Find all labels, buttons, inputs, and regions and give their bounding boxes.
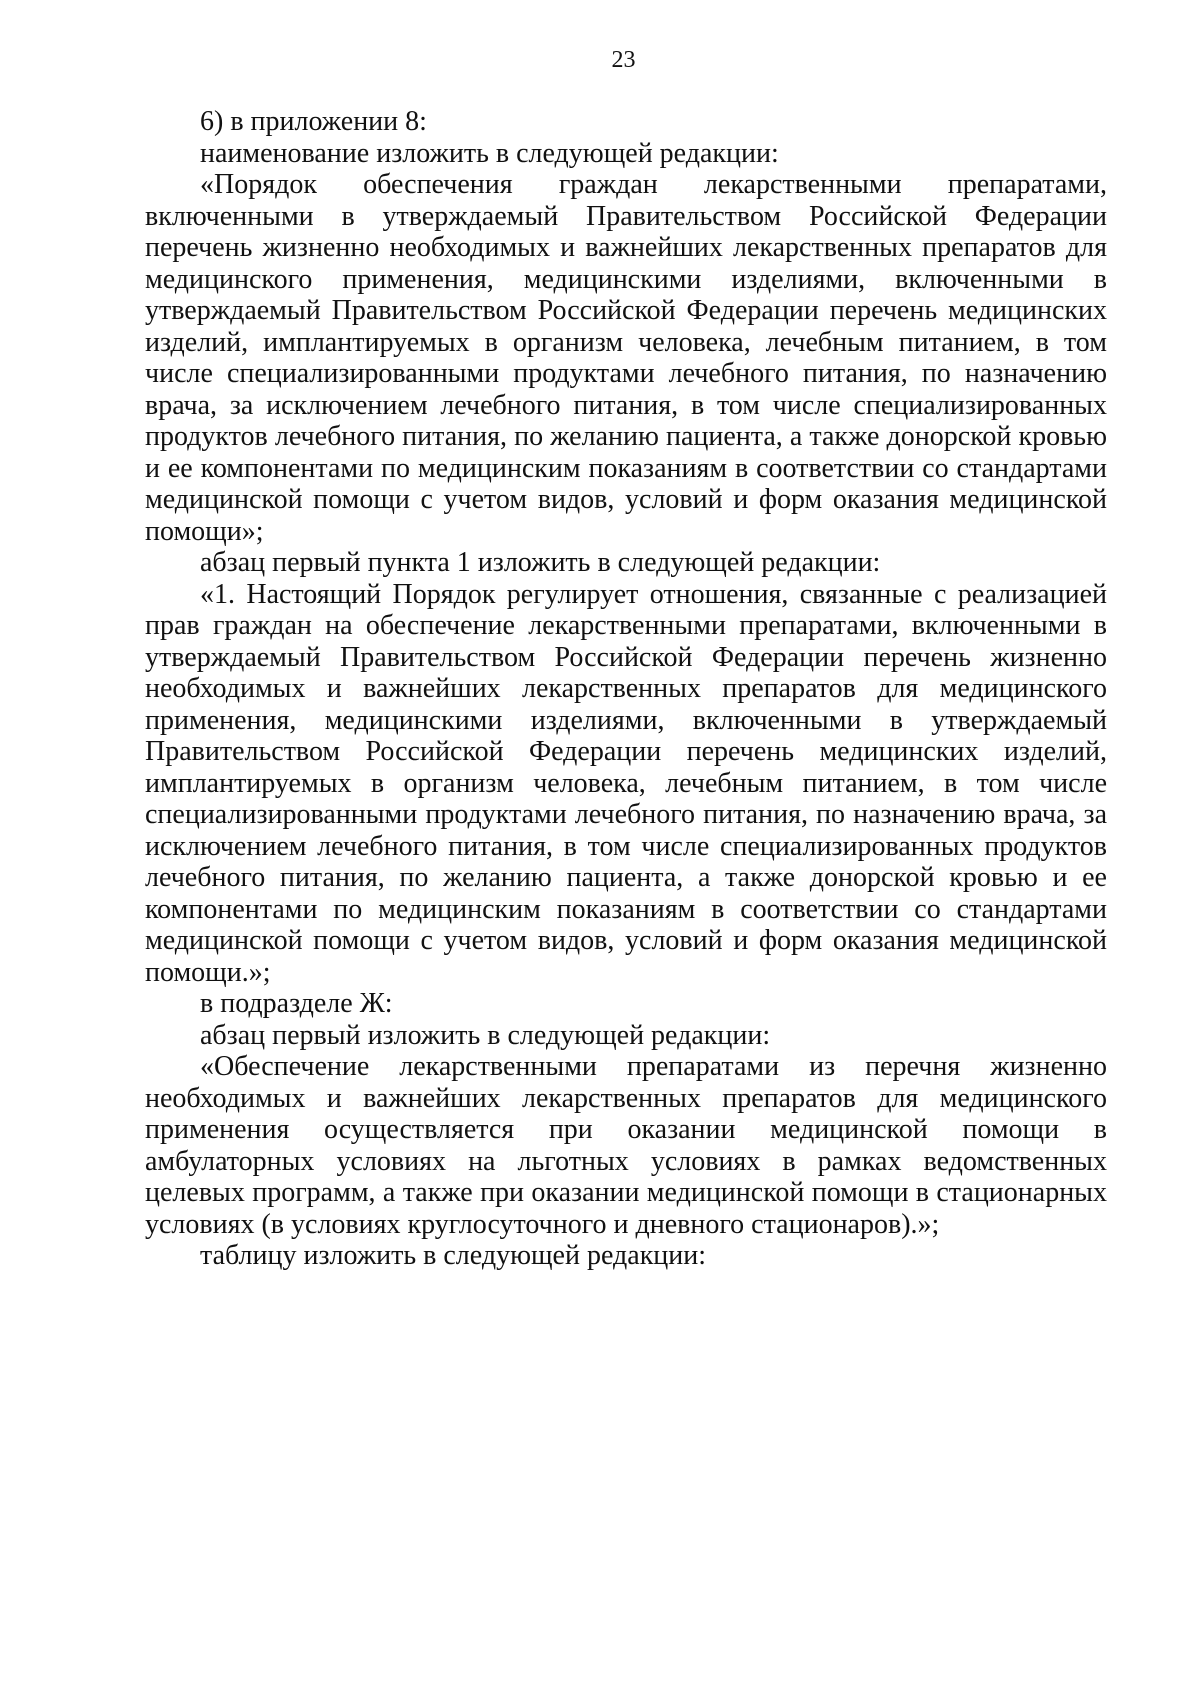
page-number: 23 [611, 47, 636, 73]
paragraph-subsection-zh: в подразделе Ж: [200, 988, 393, 1019]
paragraph-item-1-text: «1. Настоящий Порядок регулирует отношения, связанные с реализацией прав граждан на обеспечение лекарственными препаратами, включенными в утверждаемый Правительством Российской Федерации перечень жизненно необходимых и важнейших лекарственных препаратов для медицинского применения, медицинскими изделиями, включенными в утверждаемый Правительством Российской Федерации перечень медицинских изделий, имплантируемых в организм человека, лечебным питанием, в том числе специализированными продуктами лечебного питания, по назначению врача, за исключением лечебного питания, в том числе специализированных продуктов лечебного питания, по желанию пациента, а также донорской кровью и ее компонентами по медицинским показаниям в соответствии со стандартами медицинской помощи с учетом видов, условий и форм оказания медицинской помощи.»; [145, 578, 1107, 988]
paragraph-first-paragraph-instruction: абзац первый изложить в следующей редакции: [200, 1019, 771, 1051]
document-body [145, 106, 1107, 1272]
paragraph-item-1-instruction: абзац первый пункта 1 изложить в следующей редакции: [200, 547, 881, 578]
paragraph-procedure-title: «Порядок обеспечения граждан лекарственными препаратами, включенными в утверждаемый Правительством Российской Федерации перечень жизненно необходимых и важнейших лекарственных препаратов для медицинского применения, медицинскими изделиями, включенными в утверждаемый Правительством Российской Федерации перечень медицинских изделий, имплантируемых в организм человека, лечебным питанием, в том числе специализированными продуктами лечебного питания, по назначению врача, за исключением лечебного питания, в том числе специализированных продуктов лечебного питания, по желанию пациента, а также донорской кровью и ее компонентами по медицинским показаниям в соответствии со стандартами медицинской помощи с учетом видов, условий и форм оказания медицинской помощи»; [145, 169, 1107, 547]
paragraph-provision-text: «Обеспечение лекарственными препаратами из перечня жизненно необходимых и важнейших лекарственных препаратов для медицинского применения осуществляется при оказании медицинской помощи в амбулаторных условиях на льготных условиях в рамках ведомственных целевых программ, а также при оказании медицинской помощи в стационарных условиях (в условиях круглосуточного и дневного стационаров).»; [145, 1051, 1107, 1240]
paragraph-title-instruction: наименование изложить в следующей редакции: [200, 137, 779, 169]
paragraph-table-instruction: таблицу изложить в следующей редакции: [200, 1240, 707, 1271]
paragraph-appendix-8: 6) в приложении 8: [200, 106, 427, 137]
